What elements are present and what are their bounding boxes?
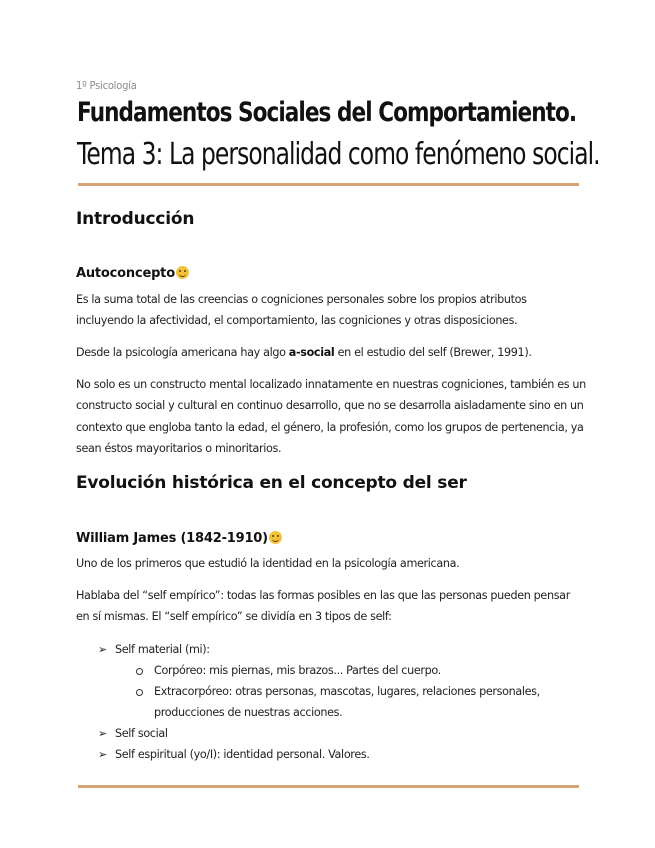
- list-item: Self material (mi):: [115, 643, 210, 656]
- autoconcepto-label: Autoconcepto: [76, 266, 175, 281]
- list-item: Self social: [115, 727, 168, 740]
- document-subtitle: Tema 3: La personalidad como fenómeno social.: [77, 137, 600, 172]
- intro-paragraph-1: Es la suma total de las creencias o cogniciones personales sobre los propios atributos incluyendo la afectividad, el comportamiento, las cogniciones y otras disposiciones.: [76, 293, 527, 328]
- history-paragraph-1: Uno de los primeros que estudió la identidad en la psicología americana.: [76, 557, 460, 570]
- smiling-face-icon: [176, 266, 189, 279]
- arrow-bullet-icon: ➢: [98, 748, 108, 761]
- arrow-bullet-icon: ➢: [98, 727, 108, 740]
- header-divider: [78, 183, 579, 186]
- smiling-face-icon: [269, 531, 282, 544]
- p2-text-before: Desde la psicología americana hay algo: [76, 346, 289, 359]
- intro-heading: Introducción: [76, 209, 195, 229]
- intro-paragraph-3: No solo es un constructo mental localizado innatamente en nuestras cogniciones, también es un constructo social y cultural en continuo desarrollo, que no se desarrolla aisladamente sino en un contexto que engloba tanto la edad, el género, la profesión, como los grupos de pertenencia, ya sean éstos mayoritarios o minoritarios.: [76, 378, 586, 455]
- circle-bullet-icon: [136, 689, 143, 696]
- list-subitem: Extracorpóreo: otras personas, mascotas, lugares, relaciones personales,: [154, 685, 540, 698]
- p2-bold-term: a-social: [288, 346, 335, 359]
- list-item: Self espiritual (yo/I): identidad personal. Valores.: [115, 748, 370, 761]
- p2-text-after: en el estudio del self (Brewer, 1991).: [334, 346, 532, 359]
- footer-divider: [78, 785, 579, 788]
- intro-paragraph-2: [76, 342, 586, 363]
- list-subitem: Corpóreo: mis piernas, mis brazos... Partes del cuerpo.: [154, 664, 441, 677]
- history-heading: Evolución histórica en el concepto del ser: [76, 473, 467, 493]
- william-james-heading: [76, 531, 282, 546]
- history-paragraph-2: Hablaba del “self empírico”: todas las formas posibles en las que las personas pueden pensar en sí mismas. El “self empírico” se dividía en 3 tipos de self:: [76, 589, 570, 624]
- list-subitem-continuation: producciones de nuestras acciones.: [154, 706, 343, 719]
- course-label: 1º Psicología: [76, 79, 137, 92]
- document-title: Fundamentos Sociales del Comportamiento.: [77, 97, 577, 128]
- autoconcepto-heading: [76, 266, 189, 281]
- arrow-bullet-icon: ➢: [98, 643, 108, 656]
- william-james-label: William James (1842-1910): [76, 531, 268, 546]
- circle-bullet-icon: [136, 668, 143, 675]
